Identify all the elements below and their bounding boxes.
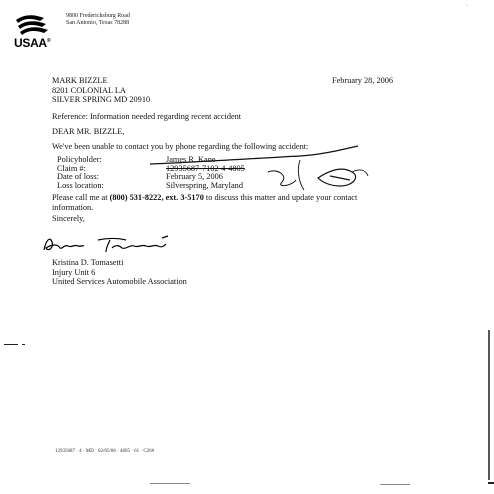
handwritten-signature-icon [38,232,188,261]
recipient-city: SILVER SPRING MD 20910 [52,95,151,104]
company-logo-text: USAA® [14,36,51,50]
scan-artifact [22,344,25,345]
call-to-action [52,193,392,212]
detail-row-loss-location [57,182,245,191]
signatory-unit: Injury Unit 6 [52,267,96,277]
detail-value: 12935687-7102-4-4805 [166,163,245,173]
intro-paragraph: We've been unable to contact you by phone regarding the following accident: [52,142,309,151]
scan-artifact [4,344,18,345]
signature-block [52,258,187,287]
detail-value: James R. Kane [166,155,216,164]
detail-label: Date of loss: [57,172,99,182]
detail-label: Loss location: [57,180,104,190]
scan-artifact [488,330,490,480]
reference-line: Reference: Information needed regarding recent accident [52,112,242,121]
sender-address-line2: San Antonio, Texas 78288 [66,20,130,26]
detail-value: Silverspring, Maryland [166,180,243,190]
sender-address-line1: 9800 Fredericksburg Road [66,13,130,19]
scan-artifact [150,483,190,484]
recipient-name: MARK BIZZLE [52,76,108,85]
salutation: DEAR MR. BIZZLE, [52,127,125,136]
footer-reference-code: 12935687 · 4 · MD · 02/05/06 · 4805 · 61 · C26# [55,449,155,454]
recipient-address [52,76,150,105]
corner-mark: · [466,3,468,9]
letter-date: February 28, 2006 [332,76,394,85]
detail-label: Claim #: [57,163,86,173]
sender-address [66,13,130,27]
signatory-company: United Services Automobile Association [52,277,187,286]
detail-label: Policyholder: [57,155,102,164]
recipient-street: 8201 COLONIAL LA [52,85,126,95]
detail-value: February 5, 2006 [166,172,223,182]
accident-details [57,156,245,190]
cta-phone: (800) 531-8222, ext. 3-5170 [109,193,204,202]
cta-text-after: to discuss this matter and update your contact information. [52,193,358,212]
scan-artifact [380,484,410,485]
scan-artifact [488,482,494,484]
cta-text-before: Please call me at [52,193,110,202]
closing: Sincerely, [52,214,85,223]
signatory-name: Kristina D. Tomasetti [52,258,124,267]
